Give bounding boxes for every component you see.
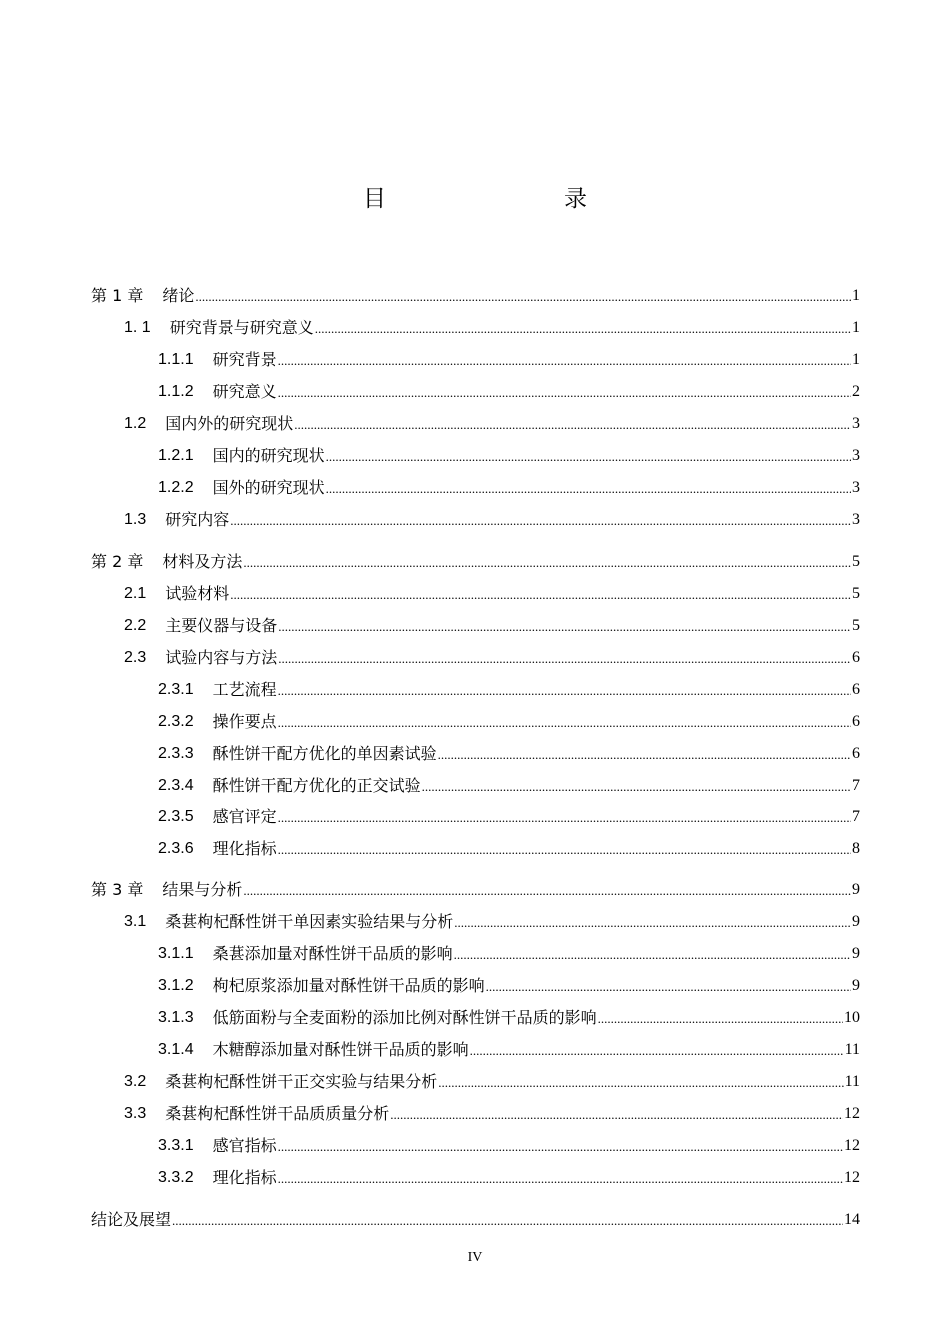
dot-leader (454, 946, 851, 964)
toc-entry-page: 3 (852, 415, 860, 432)
dot-leader (278, 650, 851, 668)
toc-entry-number: 2.1 (124, 585, 147, 602)
toc-entry-number: 第 3 章 (91, 880, 144, 899)
toc-entry-number: 1.1.1 (158, 351, 194, 368)
toc-entry-number: 第 2 章 (91, 552, 144, 571)
toc-entry-title: 研究背景与研究意义 (169, 318, 314, 337)
toc-entry[interactable] (91, 346, 860, 370)
toc-entry-page: 7 (852, 777, 860, 794)
dot-leader (486, 978, 851, 996)
toc-entry-title: 酥性饼干配方优化的正交试验 (212, 776, 421, 795)
toc-entry-number: 1.2 (124, 415, 147, 432)
toc-entry-page: 12 (844, 1105, 860, 1122)
dot-leader (172, 1212, 843, 1230)
dot-leader (278, 714, 851, 732)
toc-entry[interactable] (91, 442, 860, 466)
toc-entry-title: 绪论 (162, 286, 195, 305)
toc-entry-title: 理化指标 (212, 1168, 277, 1187)
toc-entry[interactable] (91, 548, 860, 572)
toc-entry[interactable] (91, 835, 860, 859)
toc-entry[interactable] (91, 580, 860, 604)
toc-entry-title: 理化指标 (212, 839, 277, 858)
toc-entry-number: 2.3 (124, 649, 147, 666)
toc-entry[interactable] (91, 378, 860, 402)
toc-entry-number: 1.2.2 (158, 479, 194, 496)
toc-entry-title: 试验材料 (165, 584, 230, 603)
toc-entry[interactable] (91, 1036, 860, 1060)
toc-entry-title: 结论及展望 (91, 1210, 172, 1229)
toc-entry[interactable] (91, 1206, 860, 1230)
toc-entry[interactable] (91, 314, 860, 338)
toc-entry[interactable] (91, 772, 860, 796)
toc-entry[interactable] (91, 410, 860, 434)
toc-entry-page: 5 (852, 585, 860, 602)
toc-entry[interactable] (91, 1004, 860, 1028)
toc-entry-number: 3.1.4 (158, 1041, 194, 1058)
dot-leader (278, 841, 851, 859)
page-number: IV (467, 1250, 483, 1265)
toc-entry-page: 3 (852, 479, 860, 496)
toc-entry-title: 枸杞原浆添加量对酥性饼干品质的影响 (212, 976, 485, 995)
toc-entry-title: 桑葚枸杞酥性饼干正交实验与结果分析 (165, 1072, 438, 1091)
toc-entry-title: 材料及方法 (162, 552, 243, 571)
dot-leader (278, 809, 851, 827)
dot-leader (230, 586, 851, 604)
dot-leader (243, 882, 851, 900)
dot-leader (422, 778, 851, 796)
toc-entry-title: 研究内容 (165, 510, 230, 529)
toc-entry-title: 桑葚添加量对酥性饼干品质的影响 (212, 944, 453, 963)
toc-entry-title: 研究背景 (212, 350, 277, 369)
toc-entry-title: 国内的研究现状 (212, 446, 325, 465)
toc-entry-title: 低筋面粉与全麦面粉的添加比例对酥性饼干品质的影响 (212, 1008, 597, 1027)
toc-entry-title: 桑葚枸杞酥性饼干单因素实验结果与分析 (165, 912, 454, 931)
toc-entry-page: 8 (852, 840, 860, 857)
toc-entry-number: 2.3.3 (158, 745, 194, 762)
toc-entry-number: 1. 1 (124, 319, 151, 336)
dot-leader (278, 384, 851, 402)
dot-leader (390, 1106, 843, 1124)
toc-entry-page: 3 (852, 447, 860, 464)
dot-leader (278, 1138, 843, 1156)
toc-entry-page: 6 (852, 713, 860, 730)
dot-leader (294, 416, 851, 434)
toc-entry[interactable] (91, 1068, 860, 1092)
toc-entry-number: 3.1.1 (158, 945, 194, 962)
toc-entry[interactable] (91, 612, 860, 636)
dot-leader (454, 914, 851, 932)
toc-entry[interactable] (91, 803, 860, 827)
dot-leader (278, 352, 851, 370)
toc-entry-page: 3 (852, 511, 860, 528)
toc-entry-title: 国外的研究现状 (212, 478, 325, 497)
dot-leader (278, 1170, 843, 1188)
toc-entry-title: 研究意义 (212, 382, 277, 401)
toc-entry-number: 2.3.4 (158, 777, 194, 794)
dot-leader (326, 480, 851, 498)
toc-entry-page: 12 (844, 1137, 860, 1154)
toc-entry-title: 结果与分析 (162, 880, 243, 899)
toc-entry[interactable] (91, 908, 860, 932)
toc-entry-number: 3.3.2 (158, 1169, 194, 1186)
toc-entry-page: 9 (852, 881, 860, 898)
dot-leader (195, 288, 851, 306)
toc-entry-number: 2.3.6 (158, 840, 194, 857)
toc-entry-title: 操作要点 (212, 712, 277, 731)
toc-entry-title: 桑葚枸杞酥性饼干品质质量分析 (165, 1104, 390, 1123)
toc-entry[interactable] (91, 1164, 860, 1188)
toc-entry-page: 10 (844, 1009, 860, 1026)
dot-leader (230, 512, 851, 530)
toc-entry-number: 3.1.2 (158, 977, 194, 994)
toc-entry[interactable] (91, 740, 860, 764)
dot-leader (278, 682, 851, 700)
toc-entry-title: 木糖醇添加量对酥性饼干品质的影响 (212, 1040, 469, 1059)
toc-entry-number: 3.3 (124, 1105, 147, 1122)
toc-entry-page: 1 (852, 351, 860, 368)
toc-entry[interactable] (91, 474, 860, 498)
toc-entry-page: 6 (852, 649, 860, 666)
toc-entry[interactable] (91, 676, 860, 700)
dot-leader (315, 320, 851, 338)
toc-entry-page: 6 (852, 681, 860, 698)
toc-entry-title: 国内外的研究现状 (165, 414, 294, 433)
toc-entry-title: 酥性饼干配方优化的单因素试验 (212, 744, 437, 763)
toc-entry-page: 14 (844, 1211, 860, 1228)
toc-entry-number: 3.3.1 (158, 1137, 194, 1154)
dot-leader (438, 1074, 843, 1092)
toc-entry[interactable] (91, 506, 860, 530)
toc-entry-number: 3.1 (124, 913, 147, 930)
toc-entry[interactable] (91, 1132, 860, 1156)
toc-entry-page: 11 (844, 1073, 860, 1090)
toc-entry-page: 6 (852, 745, 860, 762)
toc-entry[interactable] (91, 644, 860, 668)
toc-entry-number: 1.3 (124, 511, 147, 528)
dot-leader (598, 1010, 843, 1028)
toc-entry-number: 2.3.5 (158, 808, 194, 825)
toc-entry-number: 1.1.2 (158, 383, 194, 400)
toc-entry-number: 2.3.2 (158, 713, 194, 730)
toc-entry[interactable] (91, 940, 860, 964)
toc-entry-page: 7 (852, 808, 860, 825)
toc-entry-number: 2.2 (124, 617, 147, 634)
toc-entry[interactable] (91, 708, 860, 732)
toc-entry[interactable] (91, 972, 860, 996)
dot-leader (438, 746, 851, 764)
toc-entry-number: 3.2 (124, 1073, 147, 1090)
toc-entry-page: 5 (852, 617, 860, 634)
toc-title: 目 录 (363, 186, 631, 212)
toc-entry-page: 9 (852, 913, 860, 930)
toc-entry-number: 1.2.1 (158, 447, 194, 464)
toc-entry-page: 1 (852, 287, 860, 304)
dot-leader (243, 554, 851, 572)
toc-entry-number: 第 1 章 (91, 286, 144, 305)
toc-entry-page: 2 (852, 383, 860, 400)
dot-leader (470, 1042, 844, 1060)
toc-entry-number: 3.1.3 (158, 1009, 194, 1026)
toc-entry-title: 试验内容与方法 (165, 648, 278, 667)
toc-entry-page: 1 (852, 319, 860, 336)
toc-entry[interactable] (91, 282, 860, 306)
dot-leader (326, 448, 851, 466)
dot-leader (278, 618, 851, 636)
toc-entry[interactable] (91, 1100, 860, 1124)
toc-entry[interactable] (91, 876, 860, 900)
toc-entry-page: 5 (852, 553, 860, 570)
toc-entry-page: 9 (852, 977, 860, 994)
toc-entry-page: 12 (844, 1169, 860, 1186)
toc-entry-title: 主要仪器与设备 (165, 616, 278, 635)
toc-entry-title: 工艺流程 (212, 680, 277, 699)
toc-entry-number: 2.3.1 (158, 681, 194, 698)
toc-entry-title: 感官指标 (212, 1136, 277, 1155)
toc-entry-page: 11 (844, 1041, 860, 1058)
toc-entry-page: 9 (852, 945, 860, 962)
toc-entry-title: 感官评定 (212, 807, 277, 826)
